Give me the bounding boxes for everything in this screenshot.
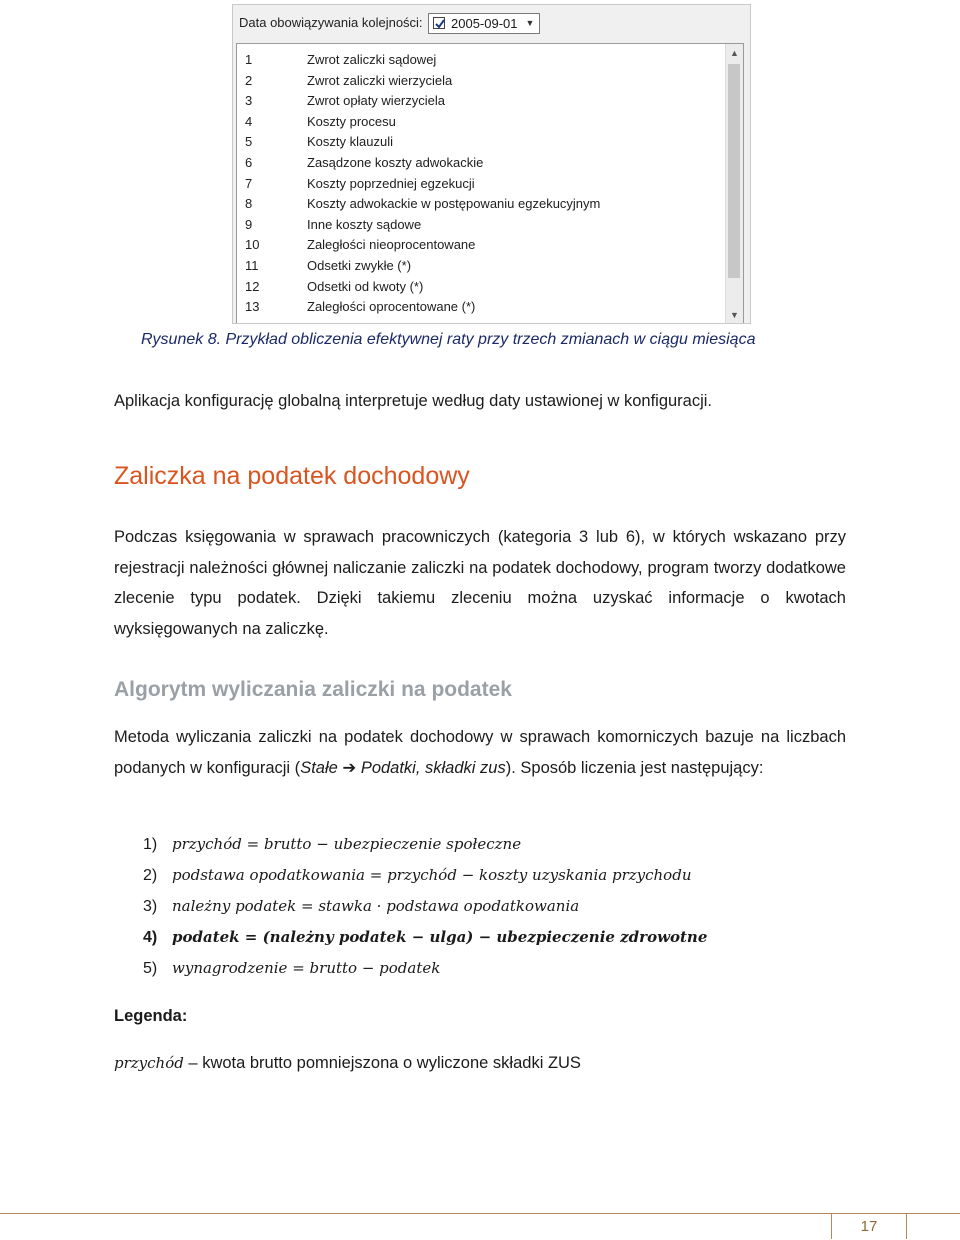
- list-item-label: Zwrot zaliczki sądowej: [307, 52, 437, 67]
- section-heading: Zaliczka na podatek dochodowy: [114, 462, 470, 490]
- date-value: 2005-09-01: [451, 16, 518, 31]
- formula-5: 5) wynagrodzenie = brutto − podatek: [143, 959, 441, 977]
- list-item-label: Zaległości oprocentowane (*): [307, 299, 476, 315]
- para2-path-start: Stałe: [300, 758, 338, 777]
- formula-1: 1) przychód = brutto − ubezpieczenie społeczne: [143, 835, 522, 853]
- para2-text-a: Metoda wyliczania zaliczki na podatek dochodowy w sprawach komorniczych bazuje na liczbach podanych w konfiguracji (: [114, 728, 846, 777]
- list-item-label: Zwrot opłaty wierzyciela: [307, 93, 445, 109]
- formula-2: 2) podstawa opodatkowania = przychód − koszty uzyskania przychodu: [143, 866, 692, 884]
- formula-3: 3) należny podatek = stawka · podstawa opodatkowania: [143, 897, 580, 915]
- list-item-number: 3: [245, 93, 253, 109]
- intro-paragraph: Aplikacja konfigurację globalną interpretuje według daty ustawionej w konfiguracji.: [114, 392, 713, 410]
- list-item-number: 10: [245, 237, 260, 253]
- list-item-label: Koszty adwokackie w postępowaniu egzekucyjnym: [307, 196, 601, 212]
- page-number: 17: [860, 1218, 878, 1235]
- scrollbar-thumb[interactable]: [728, 64, 740, 278]
- list-item-label: Koszty poprzedniej egzekucji: [307, 175, 475, 191]
- scrollbar[interactable]: [725, 44, 743, 324]
- list-item-number: 7: [245, 175, 253, 191]
- check-icon: [434, 18, 446, 30]
- chevron-down-icon[interactable]: ▼: [525, 18, 535, 28]
- figure-caption: Rysunek 8. Przykład obliczenia efektywnej raty przy trzech zmianach w ciągu miesiąca: [141, 331, 756, 348]
- arrow-icon: ➔: [342, 758, 357, 777]
- chevron-up-icon[interactable]: ▲: [730, 48, 739, 58]
- footer-rule: [0, 1213, 960, 1214]
- legend-definition: – kwota brutto pomniejszona o wyliczone składki ZUS: [183, 1054, 581, 1072]
- body-paragraph-2: [114, 722, 846, 783]
- formula-4: 4) podatek = (należny podatek − ulga) − ubezpieczenie zdrowotne: [143, 928, 708, 946]
- date-label: Data obowiązywania kolejności:: [239, 15, 423, 30]
- date-checkbox[interactable]: [433, 17, 445, 29]
- para2-text-d: ). Sposób liczenia jest następujący:: [505, 758, 764, 777]
- subsection-heading: Algorytm wyliczania zaliczki na podatek: [114, 678, 512, 701]
- list-item-label: Zasądzone koszty adwokackie: [307, 155, 484, 170]
- list-item-number: 9: [245, 216, 253, 232]
- legend-heading: Legenda:: [114, 1007, 188, 1025]
- list-item-label: Koszty klauzuli: [307, 134, 393, 150]
- list-item-number: 6: [245, 155, 253, 170]
- list-item-label: Zaległości nieoprocentowane: [307, 237, 476, 253]
- body-paragraph-1: Podczas księgowania w sprawach pracowniczych (kategoria 3 lub 6), w których wskazano przy rejestracji należności głównej naliczanie zaliczki na podatek dochodowy, program tworzy dodatkowe zlecenie typu podatek. Dzięki takiemu zleceniu można uzyskać informacje o kwotach wyksięgowanych na zaliczkę.: [114, 528, 846, 638]
- list-item-number: 5: [245, 134, 253, 150]
- order-list[interactable]: [236, 43, 744, 324]
- list-item-label: Inne koszty sądowe: [307, 216, 422, 232]
- dialog-screenshot: [232, 4, 751, 324]
- para2-path-end: Podatki, składki zus: [360, 758, 506, 777]
- list-item-label: Zwrot zaliczki wierzyciela: [307, 72, 453, 88]
- list-item-number: 4: [245, 113, 253, 129]
- list-item-number: 1: [245, 52, 253, 67]
- list-item-number: 2: [245, 72, 253, 88]
- list-item-label: Koszty procesu: [307, 113, 396, 129]
- list-item-label: Odsetki od kwoty (*): [307, 278, 424, 294]
- legend-term: przychód: [114, 1054, 184, 1072]
- date-picker[interactable]: [428, 13, 540, 34]
- chevron-down-icon[interactable]: ▼: [730, 310, 739, 320]
- list-item-number: 11: [245, 258, 259, 273]
- legend-entry: [114, 1054, 581, 1073]
- list-item-number: 12: [245, 278, 260, 294]
- list-item-label: Odsetki zwykłe (*): [307, 258, 412, 273]
- list-item-number: 8: [245, 196, 253, 212]
- page-number-box: [831, 1213, 907, 1239]
- list-item-number: 13: [245, 299, 260, 315]
